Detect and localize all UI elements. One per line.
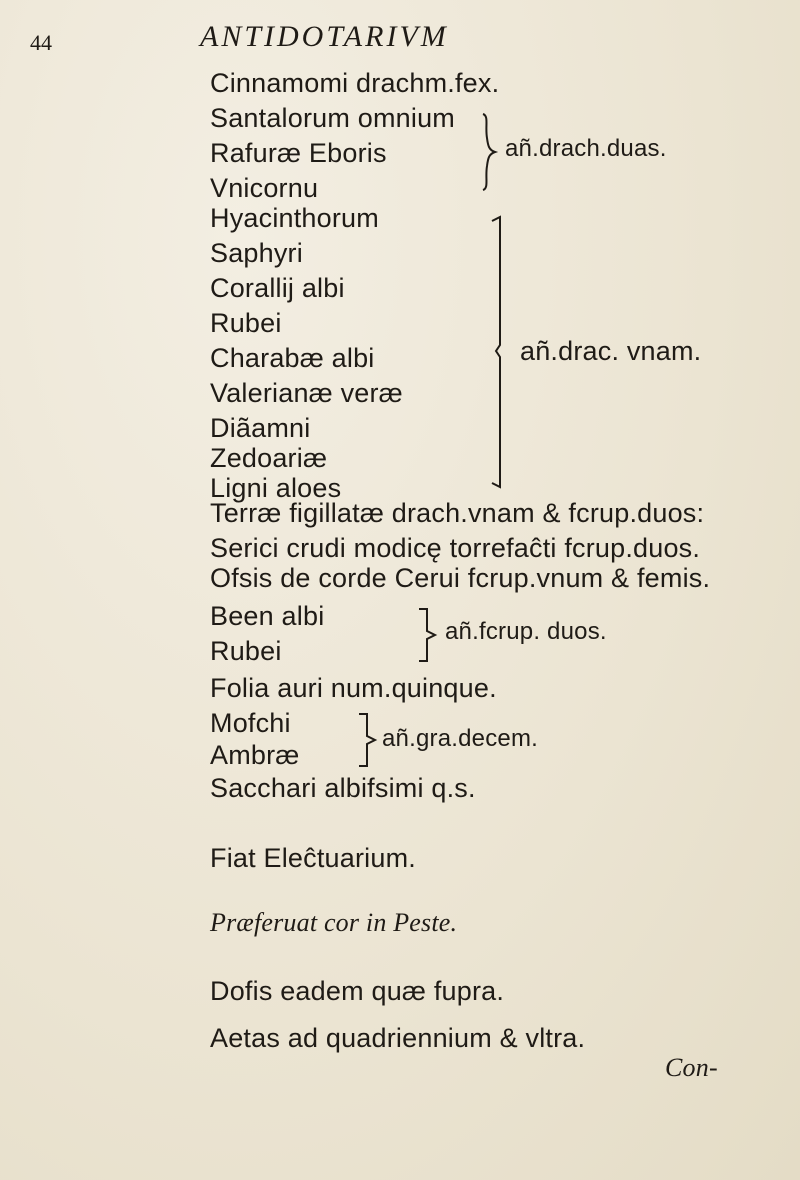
brace-icon [480, 215, 520, 490]
brace-icon [415, 605, 445, 665]
instruction-line: Fiat Eleĉtuarium. [210, 843, 416, 873]
recipe-line: Saphyri [210, 238, 303, 268]
quantity-label: añ.drach.duas. [505, 135, 667, 162]
recipe-line: Terræ figillatæ drach.vnam & fcrup.duos: [210, 498, 705, 528]
running-title: ANTIDOTARIVM [200, 20, 449, 53]
recipe-line: Rubei [210, 308, 282, 338]
brace-icon [355, 710, 385, 770]
recipe-line: Rubei [210, 636, 282, 666]
recipe-line: Santalorum omnium [210, 103, 456, 133]
recipe-line: Ofsis de corde Cerui fcrup.vnum & femis. [210, 563, 711, 593]
recipe-line: Ambræ [210, 740, 300, 770]
recipe-line: Rafuræ Eboris [210, 138, 387, 168]
recipe-line: Valerianæ veræ [210, 378, 403, 408]
age-line: Aetas ad quadriennium & vltra. [210, 1023, 586, 1053]
recipe-line: Hyacinthorum [210, 203, 379, 233]
brace-icon [475, 112, 505, 192]
quantity-label: añ.fcrup. duos. [445, 618, 607, 645]
italic-note: Præferuat cor in Peste. [210, 908, 458, 937]
recipe-line: Corallij albi [210, 273, 345, 303]
catchword: Con- [665, 1053, 718, 1082]
recipe-line: Sacchari albifsimi q.s. [210, 773, 476, 803]
recipe-line: Diãamni [210, 413, 311, 443]
recipe-line: Folia auri num.quinque. [210, 673, 497, 703]
recipe-line: Zedoariæ [210, 443, 328, 473]
quantity-label: añ.gra.decem. [382, 725, 539, 752]
recipe-line: Charabæ albi [210, 343, 375, 373]
recipe-line: Vnicornu [210, 173, 319, 203]
page-number: 44 [30, 30, 52, 55]
recipe-line: Ligni aloes [210, 473, 342, 503]
recipe-line: Been albi [210, 601, 325, 631]
dosage-line: Dofis eadem quæ fupra. [210, 976, 505, 1006]
recipe-line: Mofchi [210, 708, 291, 738]
recipe-line: Serici crudi modicę torrefaĉti fcrup.duos. [210, 533, 701, 563]
recipe-line: Cinnamomi drachm.fex. [210, 68, 500, 98]
quantity-label: añ.drac. vnam. [520, 336, 702, 366]
